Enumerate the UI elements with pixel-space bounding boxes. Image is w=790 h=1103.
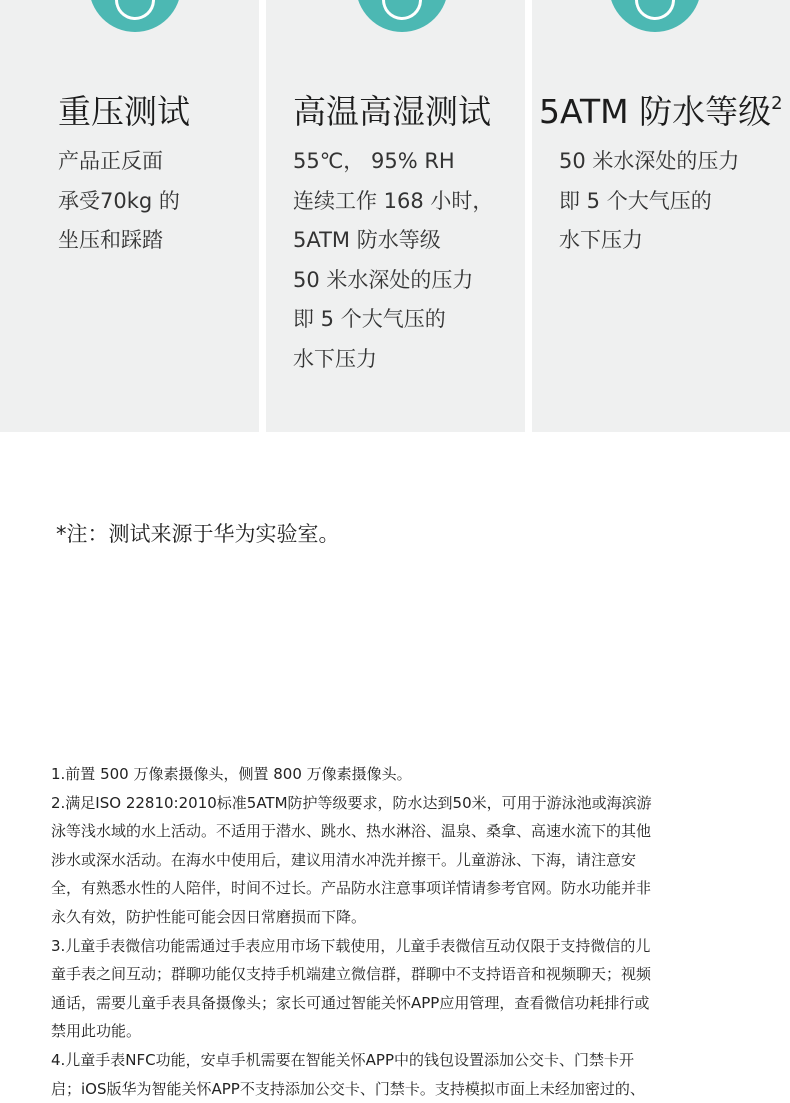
footnote-line: 泳等浅水域的水上活动。不适用于潜水、跳水、热水淋浴、温泉、桑拿、高速水流下的其他 (51, 822, 652, 841)
card-body (293, 142, 493, 379)
feature-card-waterproof (532, 0, 790, 432)
feature-icon (609, 0, 701, 32)
card-title: 高温高湿测试 (293, 92, 491, 131)
card-line: 连续工作 168 小时， (293, 188, 494, 213)
card-line: 50 米水深处的压力 (559, 149, 740, 173)
card-body (58, 142, 180, 261)
footnote-line: 全，有熟悉水性的人陪伴，时间不过长。产品防水注意事项详情请参考官网。防水功能并非 (51, 879, 652, 898)
feature-card-pressure (0, 0, 259, 432)
feature-icon (89, 0, 181, 32)
card-title-text: 5ATM 防水等级 (539, 92, 772, 131)
footnote-line: 涉水或深水活动。在海水中使用后，建议用清水冲洗并擦干。儿童游泳、下海，请注意安 (51, 850, 637, 869)
footnote-line: 3.儿童手表微信功能需通过手表应用市场下载使用，儿童手表微信互动仅限于支持微信的儿 (51, 936, 651, 955)
footnotes (51, 760, 751, 1103)
footnote-ref: 2 (771, 93, 783, 114)
card-line: 产品正反面 (58, 149, 163, 173)
card-line: 50 米水深处的压力 (293, 267, 474, 292)
card-line: 水下压力 (559, 228, 643, 252)
footnote-line: 1.前置 500 万像素摄像头，侧置 800 万像素摄像头。 (51, 765, 412, 783)
card-line: 即 5 个大气压的 (293, 307, 446, 331)
feature-card-humidity (266, 0, 525, 432)
footnote-line: 童手表之间互动；群聊功能仅支持手机端建立微信群，群聊中不支持语音和视频聊天；视频 (51, 965, 652, 984)
card-title: 重压测试 (58, 92, 190, 131)
card-line: 坐压和踩踏 (58, 228, 163, 252)
card-line: 水下压力 (293, 346, 377, 371)
footnote-line: 4.儿童手表NFC功能，安卓手机需要在智能关怀APP中的钱包设置添加公交卡、门禁卡开 (51, 1050, 634, 1069)
test-source-note: *注：测试来源于华为实验室。 (56, 522, 340, 546)
card-body (559, 142, 739, 261)
card-line: 55℃， 95% RH (293, 149, 455, 173)
footnote-line: 通话，需要儿童手表具备摄像头；家长可通过智能关怀APP应用管理，查看微信功耗排行或 (51, 993, 650, 1012)
feature-icon (356, 0, 448, 32)
footnote-line: 启；iOS版华为智能关怀APP不支持添加公交卡、门禁卡。支持模拟市面上未经加密过的、 (51, 1079, 645, 1098)
card-line: 即 5 个大气压的 (559, 188, 712, 213)
card-title (539, 86, 783, 133)
card-line: 5ATM 防水等级 (293, 228, 441, 252)
footnote-line: 禁用此功能。 (51, 1022, 142, 1041)
footnote-line: 永久有效，防护性能可能会因日常磨损而下降。 (51, 907, 367, 926)
card-line: 承受70kg 的 (58, 188, 180, 213)
footnote-line: 2.满足ISO 22810:2010标准5ATM防护等级要求，防水达到50米，可用于游泳池或海滨游 (51, 793, 652, 812)
feature-cards (0, 0, 790, 432)
